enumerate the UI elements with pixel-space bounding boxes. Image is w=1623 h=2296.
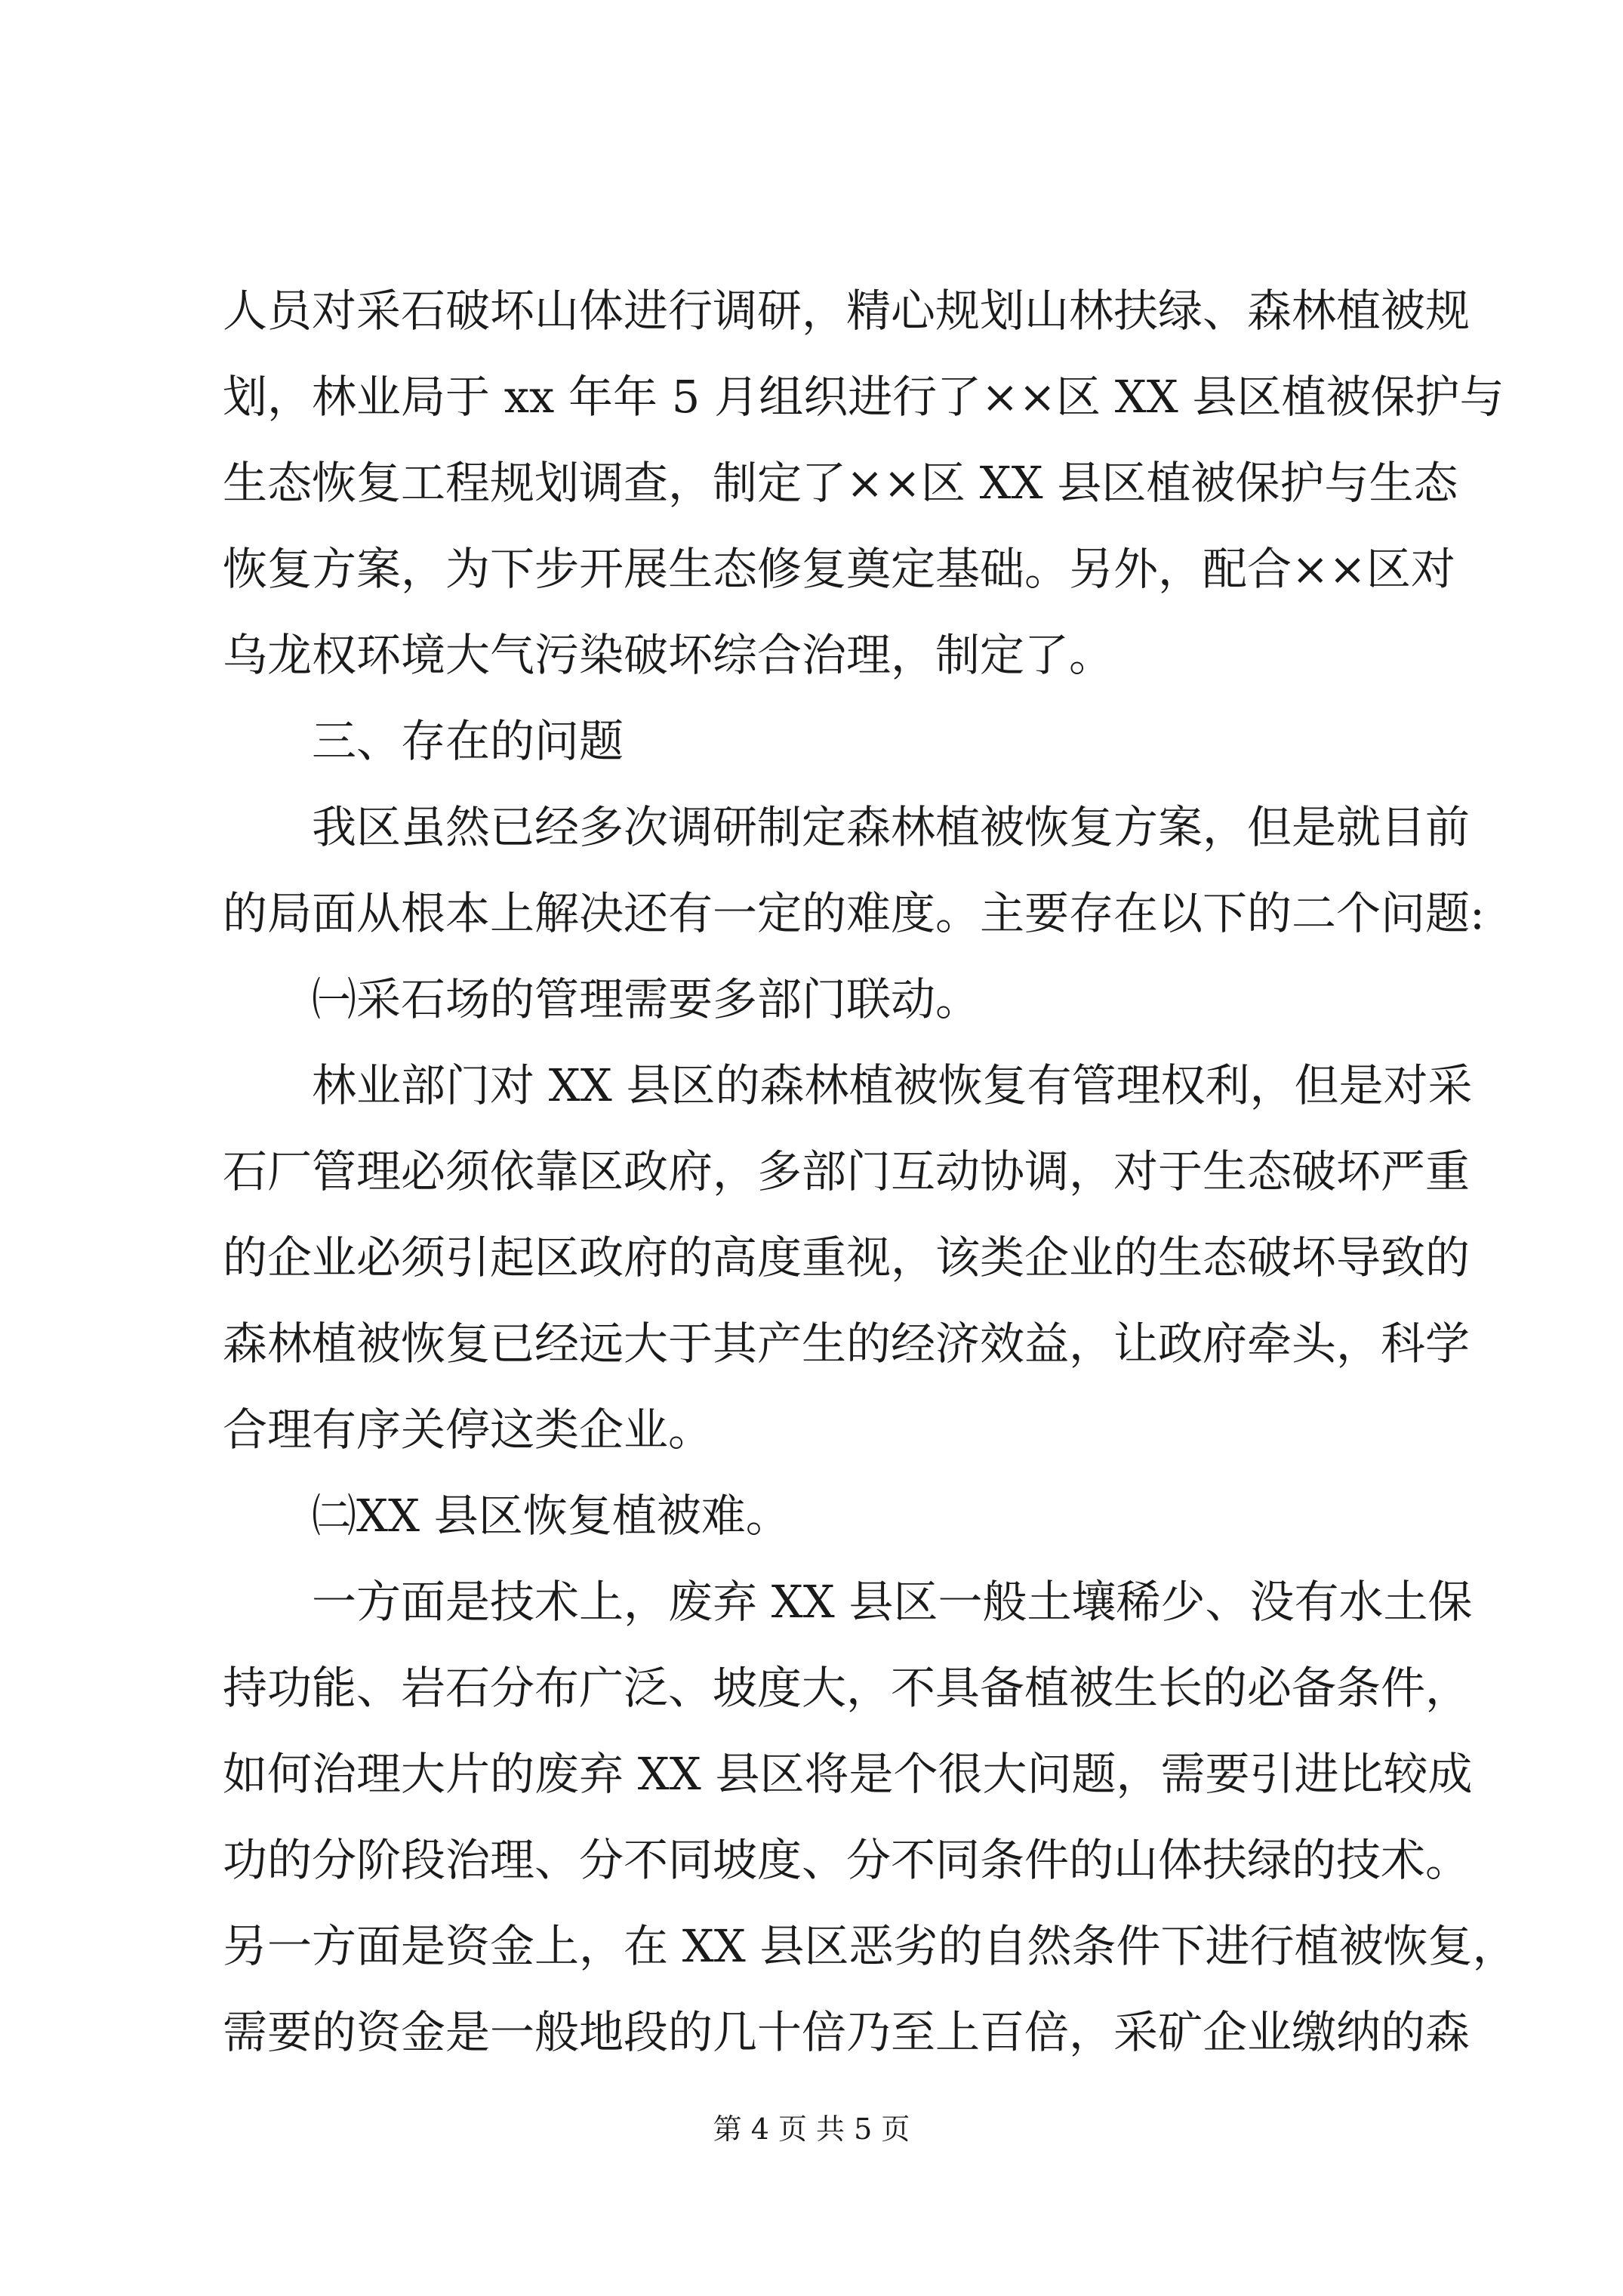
text-line-17: 持功能、岩石分布广泛、坡度大，不具备植被生长的必备条件， (223, 1662, 1471, 1714)
text-line-18: 如何治理大片的废弃 XX 县区将是个很大问题，需要引进比较成 (223, 1748, 1473, 1800)
text-line-10: 林业部门对 XX 县区的森林植被恢复有管理权利，但是对采 (312, 1059, 1473, 1111)
section-heading: 三、存在的问题 (312, 715, 624, 767)
text-line-1: 人员对采石破坏山体进行调研，精心规划山林扶绿、森林植被规 (223, 285, 1471, 337)
text-line-21: 需要的资金是一般地段的几十倍乃至上百倍，采矿企业缴纳的森 (223, 2006, 1471, 2058)
text-line-3: 生态恢复工程规划调查，制定了××区 XX 县区植被保护与生态 (223, 457, 1458, 509)
text-line-20: 另一方面是资金上，在 XX 县区恶劣的自然条件下进行植被恢复， (223, 1920, 1517, 1972)
subheading-2: ㈡XX 县区恢复植被难。 (312, 1490, 790, 1542)
text-line-8: 的局面从根本上解决还有一定的难度。主要存在以下的二个问题: (223, 887, 1485, 939)
text-line-5: 乌龙权环境大气污染破坏综合治理，制定了。 (223, 629, 1114, 681)
text-line-16: 一方面是技术上，废弃 XX 县区一般土壤稀少、没有水土保 (312, 1576, 1473, 1628)
text-line-12: 的企业必须引起区政府的高度重视，该类企业的生态破坏导致的 (223, 1231, 1471, 1284)
subheading-1: ㈠采石场的管理需要多部门联动。 (312, 973, 981, 1025)
text-line-4: 恢复方案，为下步开展生态修复奠定基础。另外，配合××区对 (223, 543, 1455, 595)
text-line-2: 划，林业局于 xx 年年 5 月组织进行了××区 XX 县区植被保护与 (223, 371, 1504, 423)
text-line-13: 森林植被恢复已经远大于其产生的经济效益，让政府牵头，科学 (223, 1318, 1471, 1370)
text-line-19: 功的分阶段治理、分不同坡度、分不同条件的山体扶绿的技术。 (223, 1834, 1471, 1886)
body-text (223, 268, 1517, 2076)
text-line-11: 石厂管理必须依靠区政府，多部门互动协调，对于生态破坏严重 (223, 1145, 1471, 1197)
text-line-14: 合理有序关停这类企业。 (223, 1404, 713, 1456)
text-line-7: 我区虽然已经多次调研制定森林植被恢复方案，但是就目前 (312, 801, 1471, 853)
page-footer: 第 4 页 共 5 页 (713, 2113, 910, 2146)
